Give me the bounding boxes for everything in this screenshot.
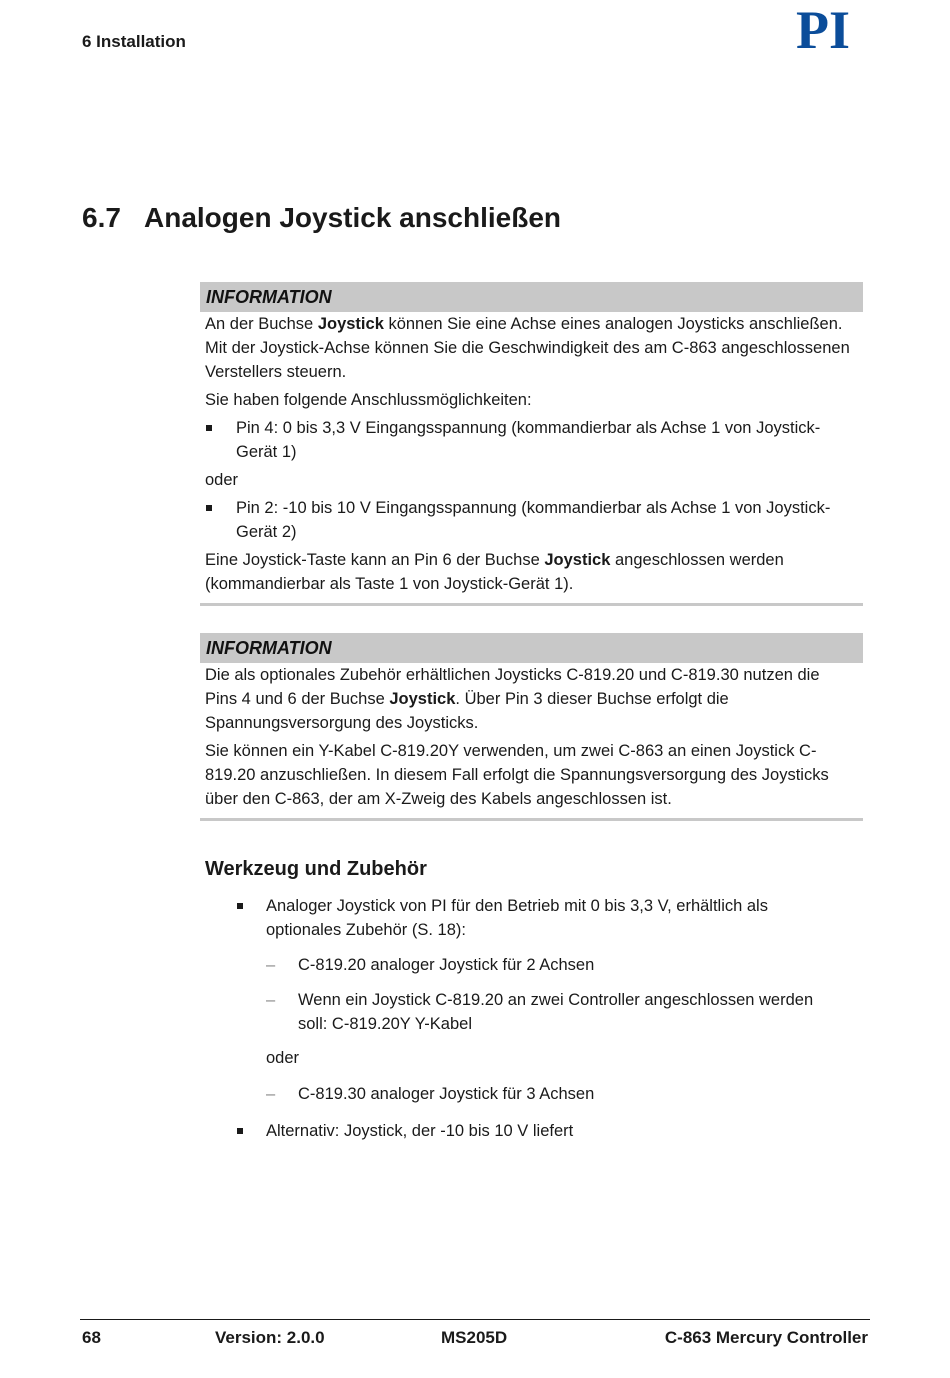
tools-sub-item-2: – Wenn ein Joystick C-819.20 an zwei Controller angeschlossen werden soll: C-819.20Y Y-Kabel [236,988,846,1036]
information-box-1 [200,282,863,606]
footer-product-name: C-863 Mercury Controller [664,1328,868,1347]
footer-rule [80,1319,870,1320]
tools-or: oder [266,1049,300,1067]
information-box-2 [200,633,863,821]
section-number: 6.7 [82,202,121,233]
tools-bullet-1: Analoger Joystick von PI für den Betrieb mit 0 bis 3,3 V, erhältlich als optionales Zubehör (S. 18): [236,894,846,942]
bullet-square-icon [206,425,212,431]
information-box-rule [200,818,863,821]
information-box-rule [200,603,863,606]
info1-bullet-2: Pin 2: -10 bis 10 V Eingangsspannung (kommandierbar als Achse 1 von Joystick-Gerät 2) [205,496,855,544]
info1-paragraph-1: An der Buchse Joystick können Sie eine Achse eines analogen Joysticks anschließen. Mit der Joystick-Achse können Sie die Geschwindigkeit des am C-863 angeschlossenen Verstellers steuern. [205,315,850,381]
dash-marker: – [266,1085,276,1103]
footer-version: Version: 2.0.0 [215,1328,325,1347]
pi-logo [776,6,870,52]
info2-paragraph-1: Die als optionales Zubehör erhältlichen Joysticks C-819.20 und C-819.30 nutzen die Pins 4 und 6 der Buchse Joystick. Über Pin 3 dieser Buchse erfolgt die Spannungsversorgung des Joysticks. [205,666,820,732]
tools-sub-item-3: – C-819.30 analoger Joystick für 3 Achsen [236,1082,846,1106]
header-section-label: 6 Installation [82,32,186,51]
info1-paragraph-3: Eine Joystick-Taste kann an Pin 6 der Buchse Joystick angeschlossen werden (kommandierbar als Taste 1 von Joystick-Gerät 1). [205,551,784,593]
info1-paragraph-2: Sie haben folgende Anschlussmöglichkeiten: [205,391,532,409]
bullet-square-icon [237,1128,243,1134]
tools-heading: Werkzeug und Zubehör [205,858,427,880]
info1-bullet-1: Pin 4: 0 bis 3,3 V Eingangsspannung (kommandierbar als Achse 1 von Joystick-Gerät 1) [205,416,855,464]
information-label: INFORMATION [200,633,863,663]
bullet-square-icon [206,505,212,511]
tools-bullet-2: Alternativ: Joystick, der -10 bis 10 V liefert [236,1119,846,1143]
footer-page-number: 68 [82,1328,101,1347]
info2-paragraph-2: Sie können ein Y-Kabel C-819.20Y verwenden, um zwei C-863 an einen Joystick C-819.20 anzuschließen. In diesem Fall erfolgt die Spannungsversorgung des Joysticks über den C-863, der am X-Zweig des Kabels angeschlossen ist. [205,742,829,808]
info1-or: oder [205,471,239,489]
dash-marker: – [266,991,276,1009]
dash-marker: – [266,956,276,974]
section-title-text: Analogen Joystick anschließen [144,202,562,233]
bullet-square-icon [237,903,243,909]
section-title [82,202,561,234]
svg-text:PI: PI [796,6,850,52]
information-label: INFORMATION [200,282,863,312]
tools-sub-item-1: – C-819.20 analoger Joystick für 2 Achsen [236,953,846,977]
tools-list [236,894,846,1143]
footer-document-id: MS205D [441,1328,508,1347]
